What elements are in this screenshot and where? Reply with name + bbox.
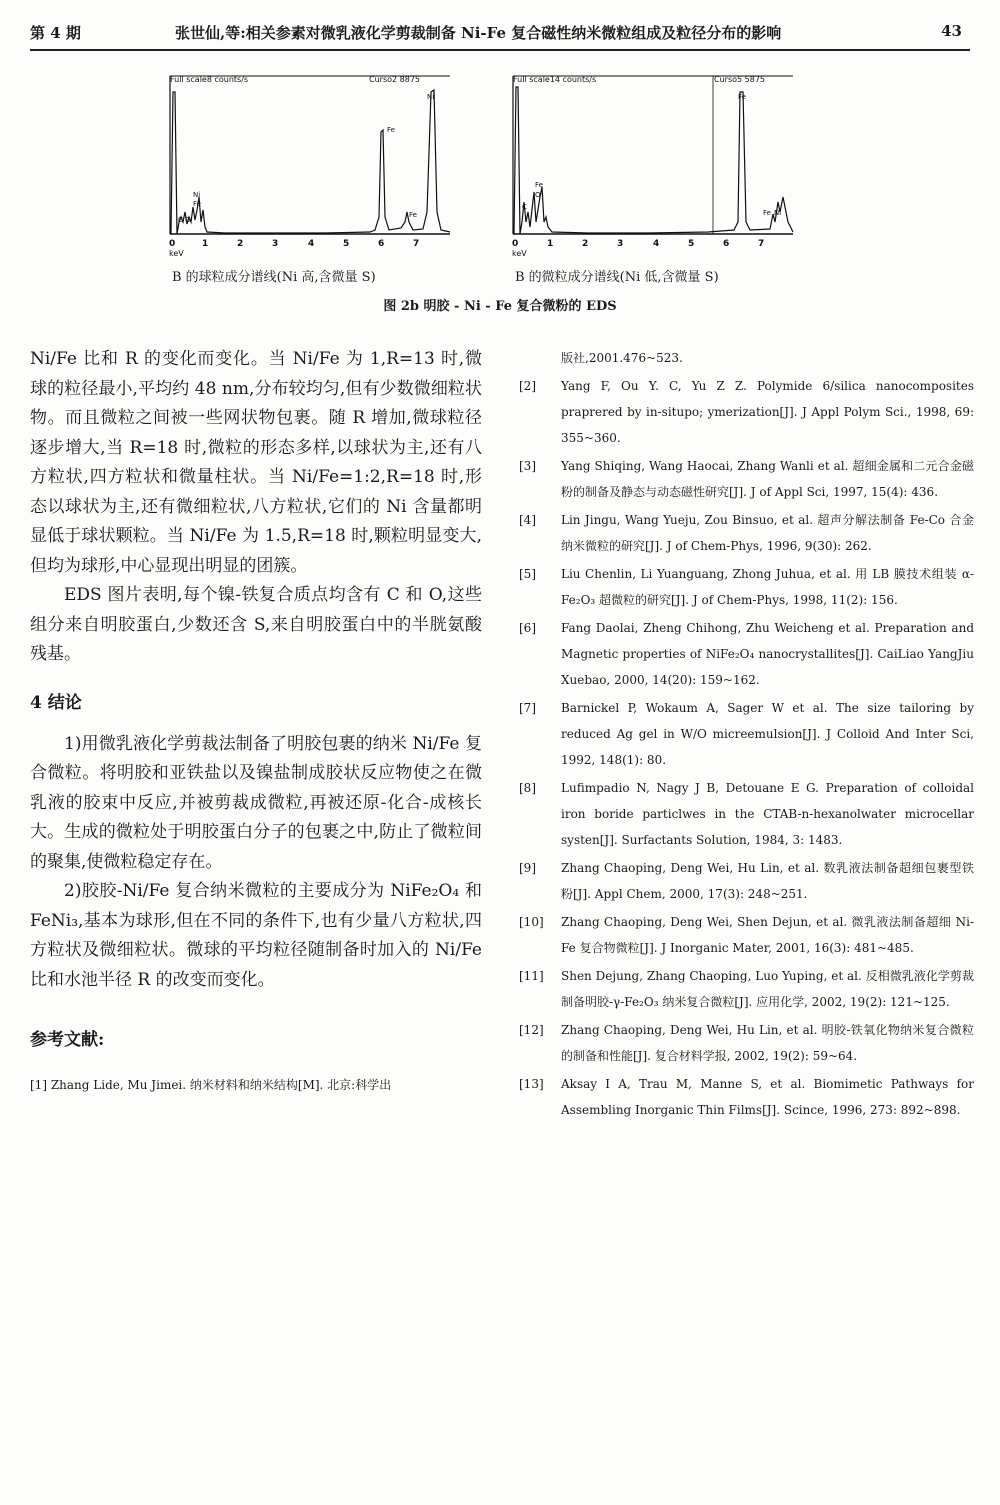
peak-label: Fe — [535, 181, 543, 189]
reference-number: [6] — [519, 621, 536, 635]
reference-number: [4] — [519, 513, 536, 527]
reference-number: [5] — [519, 567, 536, 581]
peak-label: C — [178, 216, 183, 224]
axis-tick: 0 — [169, 239, 176, 249]
reference-number: [11] — [519, 969, 544, 983]
right-subcaption: B 的微粒成分谱线(Ni 低,含微量 S) — [515, 270, 719, 285]
axis-tick: 5 — [343, 239, 350, 249]
reference-text: Liu Chenlin, Li Yuanguang, Zhong Juhua, et al. 用 LB 膜技术组装 α-Fe₂O₃ 超微粒的研究[J]. J of Chem-Phys, 1998, 11(2): 156. — [561, 567, 974, 607]
reference-item — [519, 1017, 974, 1069]
body-paragraph: EDS 图片表明,每个镍-铁复合质点均含有 C 和 O,这些组分来自明胶蛋白,少数还含 S,来自明胶蛋白中的半胱氨酸残基。 — [30, 585, 482, 664]
reference-item — [519, 1071, 974, 1123]
reference-text: Lin Jingu, Wang Yueju, Zou Binsuo, et al. 超声分解法制备 Fe-Co 合金纳米微粒的研究[J]. J of Chem-Phys, 1996, 9(30): 262. — [561, 513, 974, 553]
reference-item — [519, 695, 974, 773]
body-paragraph: 1)用微乳液化学剪裁法制备了明胶包裹的纳米 Ni/Fe 复合微粒。将明胶和亚铁盐以及镍盐制成胶状反应物使之在微乳液的胶束中反应,并被剪裁成微粒,再被还原-化合-成核长大。生成的微粒处于明胶蛋白分子的包裹之中,防止了微粒间的聚集,使微粒稳定存在。 — [30, 733, 482, 872]
axis-unit: keV — [512, 249, 527, 258]
reference-item: [1] Zhang Lide, Mu Jimei. 纳米材料和纳米结构[M]. 北京:科学出 — [30, 1078, 392, 1092]
reference-item — [519, 855, 974, 907]
reference-number: [7] — [519, 701, 536, 715]
axis-tick: 3 — [617, 239, 624, 249]
reference-item — [519, 507, 974, 559]
reference-item — [519, 561, 974, 613]
reference-item — [519, 615, 974, 693]
reference-text: Yang Shiqing, Wang Haocai, Zhang Wanli et al. 超细金属和二元合金磁粉的制备及静态与动态磁性研究[J]. J of Appl Sci, 1997, 15(4): 436. — [561, 459, 974, 499]
axis-tick: 5 — [688, 239, 695, 249]
reference-number: [8] — [519, 781, 536, 795]
page-number: 43 — [941, 22, 962, 40]
peak-label: Fe — [738, 93, 746, 101]
left-subcaption: B 的球粒成分谱线(Ni 高,含微量 S) — [172, 270, 376, 285]
eds-spectrum-right — [508, 72, 800, 262]
section-heading: 4 结论 — [30, 692, 82, 713]
peak-label: Fe — [409, 211, 417, 219]
peak-label: Fe — [763, 209, 771, 217]
reference-text: Lufimpadio N, Nagy J B, Detouane E G. Preparation of colloidal iron boride particlwes in the CTAB-n-hexanolwater microcellar systen[J]. Surfactants Solution, 1984, 3: 1483. — [561, 781, 974, 847]
fullscale-label: Full scale8 counts/s — [170, 75, 249, 84]
reference-item — [519, 453, 974, 505]
axis-tick: 4 — [653, 239, 660, 249]
references-heading: 参考文献: — [30, 1030, 105, 1050]
reference-text: Yang F, Ou Y. C, Yu Z Z. Polymide 6/silica nanocomposites praprered by in-situpo; ymerization[J]. J Appl Polym Sci., 1998, 69: 355~360. — [561, 379, 974, 445]
reference-item — [519, 963, 974, 1015]
reference-list — [519, 373, 974, 1123]
axis-tick: 6 — [723, 239, 730, 249]
reference-text: Aksay I A, Trau M, Manne S, et al. Biomimetic Pathways for Assembling Inorganic Thin Films[J]. Scince, 1996, 273: 892~898. — [561, 1077, 974, 1117]
axis-tick: 1 — [547, 239, 554, 249]
reference-text: Shen Dejung, Zhang Chaoping, Luo Yuping, et al. 反相微乳液化学剪裁制备明胶-γ-Fe₂O₃ 纳米复合微粒[J]. 应用化学, 2002, 19(2): 121~125. — [561, 969, 974, 1009]
running-header — [30, 22, 970, 50]
axis-tick: 2 — [237, 239, 244, 249]
axis-tick: 4 — [308, 239, 315, 249]
reference-text: Zhang Chaoping, Deng Wei, Hu Lin, et al. 明胶-铁氧化物纳米复合微粒的制备和性能[J]. 复合材料学报, 2002, 19(2): 59~64. — [561, 1023, 974, 1063]
peak-label: Fe — [193, 200, 201, 208]
axis-unit: keV — [169, 249, 184, 258]
peak-label: Ni — [427, 93, 435, 101]
reference-text: Zhang Chaoping, Deng Wei, Hu Lin, et al. 数乳液法制备超细包裹型铁粉[J]. Appl Chem, 2000, 17(3): 248~251. — [561, 861, 974, 901]
reference-text: Barnickel P, Wokaum A, Sager W et al. The size tailoring by reduced Ag gel in W/O micreemulsion[J]. J Colloid And Inter Sci, 1992, 148(1): 80. — [561, 701, 974, 767]
reference-number: [13] — [519, 1077, 544, 1091]
header-rule — [30, 49, 970, 51]
reference-continuation: 版社,2001.476~523. — [561, 351, 683, 365]
figure-caption: 图 2b 明胶 - Ni - Fe 复合微粉的 EDS — [383, 299, 617, 314]
peak-label: C — [522, 203, 527, 211]
axis-tick: 7 — [758, 239, 765, 249]
running-title: 张世仙,等:相关参素对微乳液化学剪裁制备 Ni-Fe 复合磁性纳米微粒组成及粒径分布的影响 — [175, 24, 782, 42]
fullscale-label: Full scale14 counts/s — [513, 75, 597, 84]
peak-label: O — [185, 216, 191, 224]
body-paragraph: 2)胶胶-Ni/Fe 复合纳米微粒的主要成分为 NiFe₂O₄ 和 FeNi₃,基本为球形,但在不同的条件下,也有少量八方粒状,四方粒状及微细粒状。微球的平均粒径随制备时加入的 Ni/Fe 比和水池半径 R 的改变而变化。 — [30, 881, 482, 990]
axis-tick: 2 — [582, 239, 589, 249]
issue-number: 第 4 期 — [30, 24, 81, 42]
axis-tick: 1 — [202, 239, 209, 249]
peak-label: Fe — [387, 126, 395, 134]
body-paragraph: Ni/Fe 比和 R 的变化而变化。当 Ni/Fe 为 1,R=13 时,微球的粒径最小,平均约 48 nm,分布较均匀,但有少数微细粒状物。而且微粒之间被一些网状物包裹。随 R 增加,微球粒径逐步增大,当 R=18 时,微粒的形态多样,以球状为主,还有八方粒状,四方粒状和微量柱状。当 Ni/Fe=1:2,R=18 时,形态以球状为主,还有微细粒状,八方粒状,它们的 Ni 含量都明显低于球状颗粒。当 Ni/Fe 为 1.5,R=18 时,颗粒明显变大,但均为球形,中心显现出明显的团簇。 — [30, 349, 482, 576]
reference-item — [519, 373, 974, 451]
reference-text: Zhang Chaoping, Deng Wei, Shen Dejun, et al. 微乳液法制备超细 Ni-Fe 复合物微粒[J]. J Inorganic Mater, 2001, 16(3): 481~485. — [561, 915, 974, 955]
eds-spectrum-left — [165, 72, 455, 262]
peak-label: Ni — [774, 209, 782, 217]
axis-tick: 6 — [378, 239, 385, 249]
reference-number: [2] — [519, 379, 536, 393]
peak-label: Ni — [193, 191, 201, 199]
cursor-label: Curso2 8875 — [369, 75, 420, 84]
reference-number: [10] — [519, 915, 544, 929]
reference-item — [519, 775, 974, 853]
peak-label: O — [535, 191, 541, 199]
reference-number: [9] — [519, 861, 536, 875]
reference-number: [12] — [519, 1023, 544, 1037]
reference-item — [519, 909, 974, 961]
reference-text: Fang Daolai, Zheng Chihong, Zhu Weicheng et al. Preparation and Magnetic properties of NiFe₂O₄ nanocrystallites[J]. CaiLiao YangJiu Xuebao, 2000, 14(20): 159~162. — [561, 621, 974, 687]
axis-tick: 3 — [272, 239, 279, 249]
axis-tick: 7 — [413, 239, 420, 249]
right-column — [519, 345, 974, 1125]
cursor-label: Curso5 5875 — [714, 75, 765, 84]
axis-tick: 0 — [512, 239, 519, 249]
reference-number: [3] — [519, 459, 536, 473]
left-column — [30, 345, 482, 1094]
